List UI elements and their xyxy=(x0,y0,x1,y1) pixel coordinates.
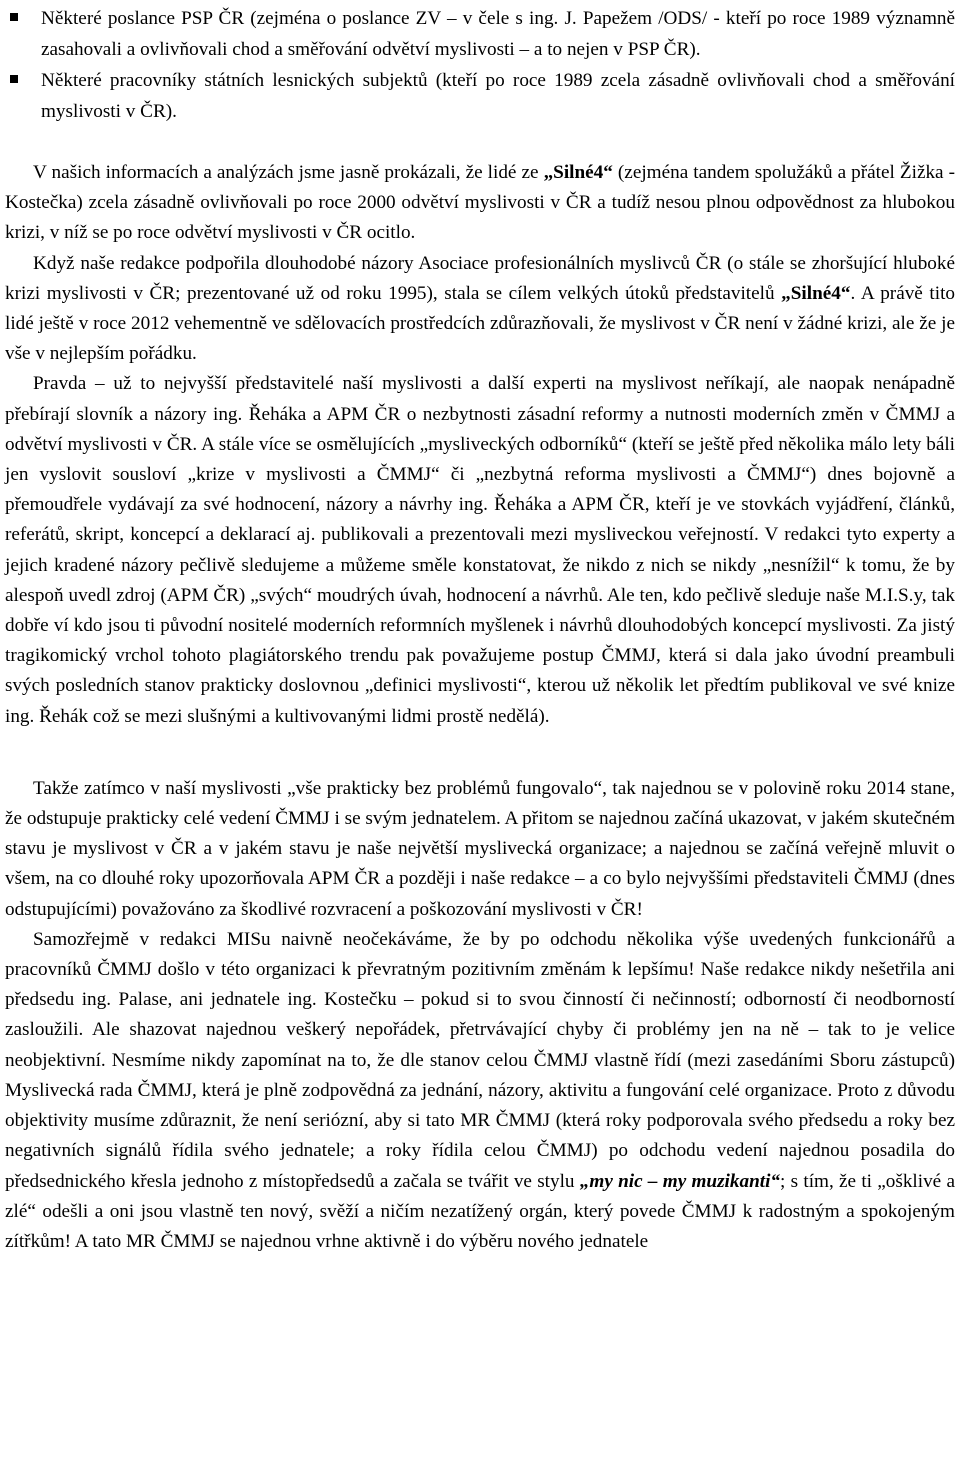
paragraph-silne4-influence xyxy=(5,158,955,249)
paragraph-text: . A právě tito lidé ještě v roce 2012 vehementně ve sdělovacích prostředcích zdůrazňovali, že myslivost v ČR není v žádné krizi, ale že je vše v nejlepším pořádku. xyxy=(5,282,955,365)
paragraph-text: (zejména tandem spolužáků a přátel Žižka - Kostečka) zcela zásadně ovlivňovali po roce 2000 odvětví myslivosti v ČR a tudíž nesou plnou odpovědnost za hlubokou krizi, v níž se po roce odvětví myslivosti v ČR ocitlo. xyxy=(5,162,955,244)
paragraph-pravda: Pravda – už to nejvyšší představitelé naší myslivosti a další experti na myslivost neříkají, ale naopak nenápadně přebírají slovník a názory ing. Řeháka a APM ČR o nezbytnosti zásadní reformy a nutnosti moderních změn v ČMMJ a odvětví myslivosti v ČR. A stále více se osmělujících „mysliveckých odborníků“ (kteří se ještě před několika málo lety báli jen vyslovit sousloví „krize v myslivosti a ČMMJ“ či „nezbytná reforma myslivosti a ČMMJ“) dnes bojovně a přemoudřele vydávají za své hodnocení, názory a návrhy ing. Řeháka a APM ČR, kteří je ve stovkách vyjádření, článků, referátů, skript, koncepcí a deklarací aj. publikovali a prezentovali mezi mysliveckou veřejností. V redakci tyto experty a jejich kradené názory pečlivě sledujeme a můžeme směle konstatovat, že nikdo z nich se nikdy „nesnížil“ k tomu, že by alespoň uvedl zdroj (APM ČR) „svých“ moudrých úvah, hodnocení a návrhů. Ale ten, kdo pečlivě sleduje naše M.I.S.y, tak dobře ví kdo jsou ti původní nositelé moderních reformních myšlenek i návrhů dlouhodobých koncepcí myslivosti. Za jistý tragikomický vrchol tohoto plagiátorského trendu pak považujeme postup ČMMJ, která si dala jako úvodní preambuli svých posledních stanov prakticky doslovnou „definici myslivosti“, kterou už několik let předtím publikoval ve své knize ing. Řehák což se mezi slušnými a kultivovanými lidmi prostě nedělá). xyxy=(5,373,955,727)
paragraph-redakce-support xyxy=(5,249,955,370)
bullet-item xyxy=(5,65,955,127)
bullet-list xyxy=(5,3,955,127)
paragraph-text: V našich informacích a analýzách jsme jasně prokázali, že lidé ze xyxy=(33,162,544,183)
square-bullet-icon xyxy=(10,13,18,21)
square-bullet-icon xyxy=(10,75,18,83)
paragraph-takze: Takže zatímco v naší myslivosti „vše prakticky bez problémů fungovalo“, tak najednou se v polovině roku 2014 stane, že odstupuje prakticky celé vedení ČMMJ i se svým jednatelem. A přitom se najednou začíná ukazovat, v jakém skutečném stavu je myslivost v ČR a v jakém stavu je naše největší myslivecká organizace; a najednou se začíná veřejně mluvit o všem, na co dlouhé roky upozorňovala APM ČR a později i naše redakce – a co bylo nejvyššími představiteli ČMMJ (dnes odstupujícími) považováno za škodlivé rozvracení a poškozování myslivosti v ČR! xyxy=(5,777,955,920)
document-page xyxy=(5,3,955,1257)
bullet-text: Některé pracovníky státních lesnických subjektů (kteří po roce 1989 zcela zásadně ovlivňovali chod a směřování myslivosti v ČR). xyxy=(41,70,955,122)
bold-term-silne4: „Silné4“ xyxy=(543,162,613,183)
paragraph-text: ; s tím, že ti „ošklivé a zlé“ odešli a oni jsou vlastně ten nový, svěží a ničím nezatížený orgán, který povede ČMMJ k radostným a spokojeným zítřkům! A tato MR ČMMJ se najednou vrhne aktivně i do výběru nového jednatele xyxy=(5,1170,955,1252)
bold-italic-phrase: „my nic – my muzikanti“ xyxy=(579,1170,781,1192)
paragraph-samozrejme xyxy=(5,925,955,1257)
bullet-item xyxy=(5,3,955,65)
paragraph-text: Když naše redakce podpořila dlouhodobé názory Asociace profesionálních myslivců ČR (o stále se zhoršující hluboké krizi myslivosti v ČR; prezentované už od roku 1995), stala se cílem velkých útoků představitelů xyxy=(5,252,955,304)
bold-term-silne4: „Silné4“ xyxy=(781,282,851,304)
paragraph-text: Samozřejmě v redakci MISu naivně neočekáváme, že by po odchodu několika výše uvedených funkcionářů a pracovníků ČMMJ došlo v této organizaci k převratným pozitivním změnám k lepšímu! Naše redakce nikdy nešetřila ani předsedu ing. Palase, ani jednatele ing. Kostečku – pokud si to svou činností či nečinností; odborností či neodborností zasloužili. Ale shazovat najednou veškerý nepořádek, přetrvávající chyby či problémy jen na ně – tak to je velice neobjektivní. Nesmíme nikdy zapomínat na to, že dle stanov celou ČMMJ vlastně řídí (mezi zasedáními Sboru zástupců) Myslivecká rada ČMMJ, která je plně zodpovědná za jednání, názory, aktivitu a fungování celé organizace. Proto z důvodu objektivity musíme zdůraznit, že není seriózní, aby si tato MR ČMMJ (která roky podporovala svého předsedu a roky bez negativních signálů řídila svého jednatele; a roky řídila celou ČMMJ) po odchodu vedení najednou posadila do předsednického křesla jednoho z místopředsedů a začala se tvářit ve stylu xyxy=(5,928,955,1192)
bullet-text: Některé poslance PSP ČR (zejména o poslance ZV – v čele s ing. J. Papežem /ODS/ - kteří po roce 1989 významně zasahovali a ovlivňovali chod a směřování odvětví myslivosti – a to nejen v PSP ČR). xyxy=(41,8,955,60)
